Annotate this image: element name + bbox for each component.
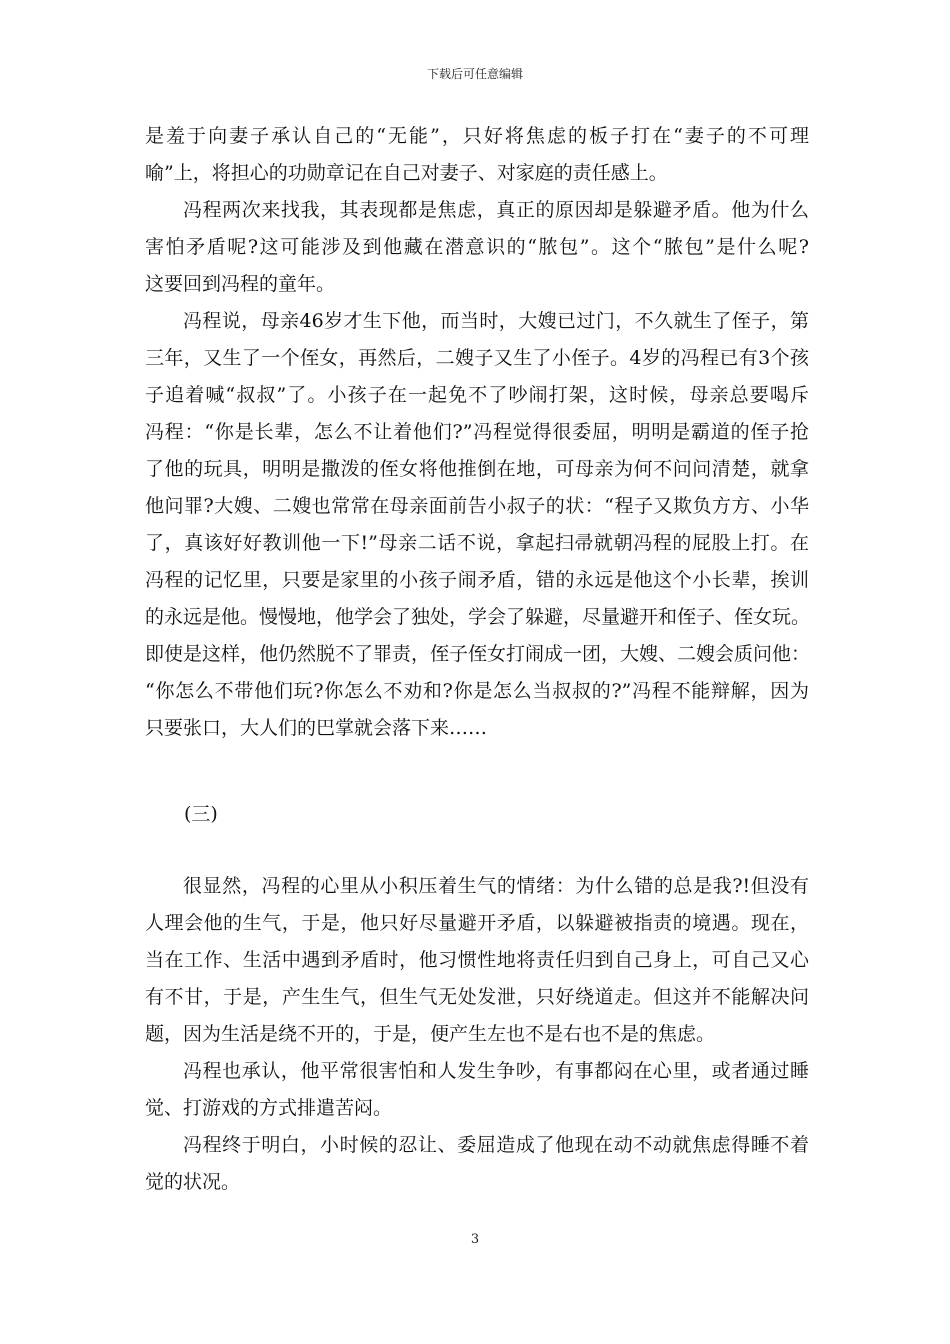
text-line: 了他的玩具，明明是撒泼的侄女将他推倒在地，可母亲为何不问问清楚，就拿 bbox=[145, 458, 809, 480]
text-line: 题，因为生活是绕不开的，于是，便产生左也不是右也不是的焦虑。 bbox=[145, 1023, 716, 1045]
body-text-section-2 bbox=[145, 868, 809, 1201]
page-number: 3 bbox=[470, 1232, 480, 1247]
text-line: 是羞于向妻子承认自己的“无能”，只好将焦虑的板子打在“妻子的不可理 bbox=[145, 125, 809, 147]
text-line: 的永远是他。慢慢地，他学会了独处，学会了躲避，尽量避开和侄子、侄女玩。 bbox=[145, 606, 811, 628]
text-line: 人理会他的生气，于是，他只好尽量避开矛盾，以躲避被指责的境遇。现在， bbox=[145, 912, 809, 934]
text-line: 即使是这样，他仍然脱不了罪责，侄子侄女打闹成一团，大嫂、二嫂会质问他： bbox=[145, 643, 811, 665]
text-line: 冯程的记忆里，只要是家里的小孩子闹矛盾，错的永远是他这个小长辈，挨训 bbox=[145, 569, 809, 591]
text-line: 有不甘，于是，产生生气，但生气无处发泄，只好绕道走。但这并不能解决问 bbox=[145, 986, 809, 1008]
section-heading: (三) bbox=[184, 803, 218, 825]
text-line: 他问罪?大嫂、二嫂也常常在母亲面前告小叔子的状：“程子又欺负方方、小华 bbox=[145, 495, 809, 517]
text-line: “你怎么不带他们玩?你怎么不劝和?你是怎么当叔叔的?”冯程不能辩解，因为 bbox=[145, 680, 809, 702]
text-line: 只要张口，大人们的巴掌就会落下来…… bbox=[145, 717, 488, 739]
paragraph-first-line: 冯程也承认，他平常很害怕和人发生争吵，有事都闷在心里，或者通过睡 bbox=[183, 1060, 809, 1082]
text-line: 这要回到冯程的童年。 bbox=[145, 273, 336, 295]
text-line: 了，真该好好教训他一下!”母亲二话不说，拿起扫帚就朝冯程的屁股上打。在 bbox=[145, 532, 809, 554]
text-line: 三年，又生了一个侄女，再然后，二嫂子又生了小侄子。4岁的冯程已有3个孩 bbox=[145, 347, 809, 369]
text-line: 冯程：“你是长辈，怎么不让着他们?”冯程觉得很委屈，明明是霸道的侄子抢 bbox=[145, 421, 809, 443]
body-text-section-1 bbox=[145, 118, 809, 747]
paragraph-first-line: 很显然，冯程的心里从小积压着生气的情绪：为什么错的总是我?!但没有 bbox=[183, 875, 809, 897]
paragraph-first-line: 冯程终于明白，小时候的忍让、委屈造成了他现在动不动就焦虑得睡不着 bbox=[183, 1134, 809, 1156]
text-line: 觉的状况。 bbox=[145, 1171, 241, 1193]
page-header: 下载后可任意编辑 bbox=[426, 67, 523, 81]
text-line: 当在工作、生活中遇到矛盾时，他习惯性地将责任归到自己身上，可自己又心 bbox=[145, 949, 809, 971]
paragraph-first-line: 冯程两次来找我，其表现都是焦虑，真正的原因却是躲避矛盾。他为什么 bbox=[183, 199, 809, 221]
paragraph-first-line: 冯程说，母亲46岁才生下他，而当时，大嫂已过门，不久就生了侄子，第 bbox=[183, 310, 809, 332]
text-line: 子追着喊“叔叔”了。小孩子在一起免不了吵闹打架，这时候，母亲总要喝斥 bbox=[145, 384, 809, 406]
text-line: 害怕矛盾呢?这可能涉及到他藏在潜意识的“脓包”。这个“脓包”是什么呢? bbox=[145, 236, 809, 258]
text-line: 觉、打游戏的方式排遣苦闷。 bbox=[145, 1097, 393, 1119]
text-line: 喻”上，将担心的功勋章记在自己对妻子、对家庭的责任感上。 bbox=[145, 162, 668, 184]
